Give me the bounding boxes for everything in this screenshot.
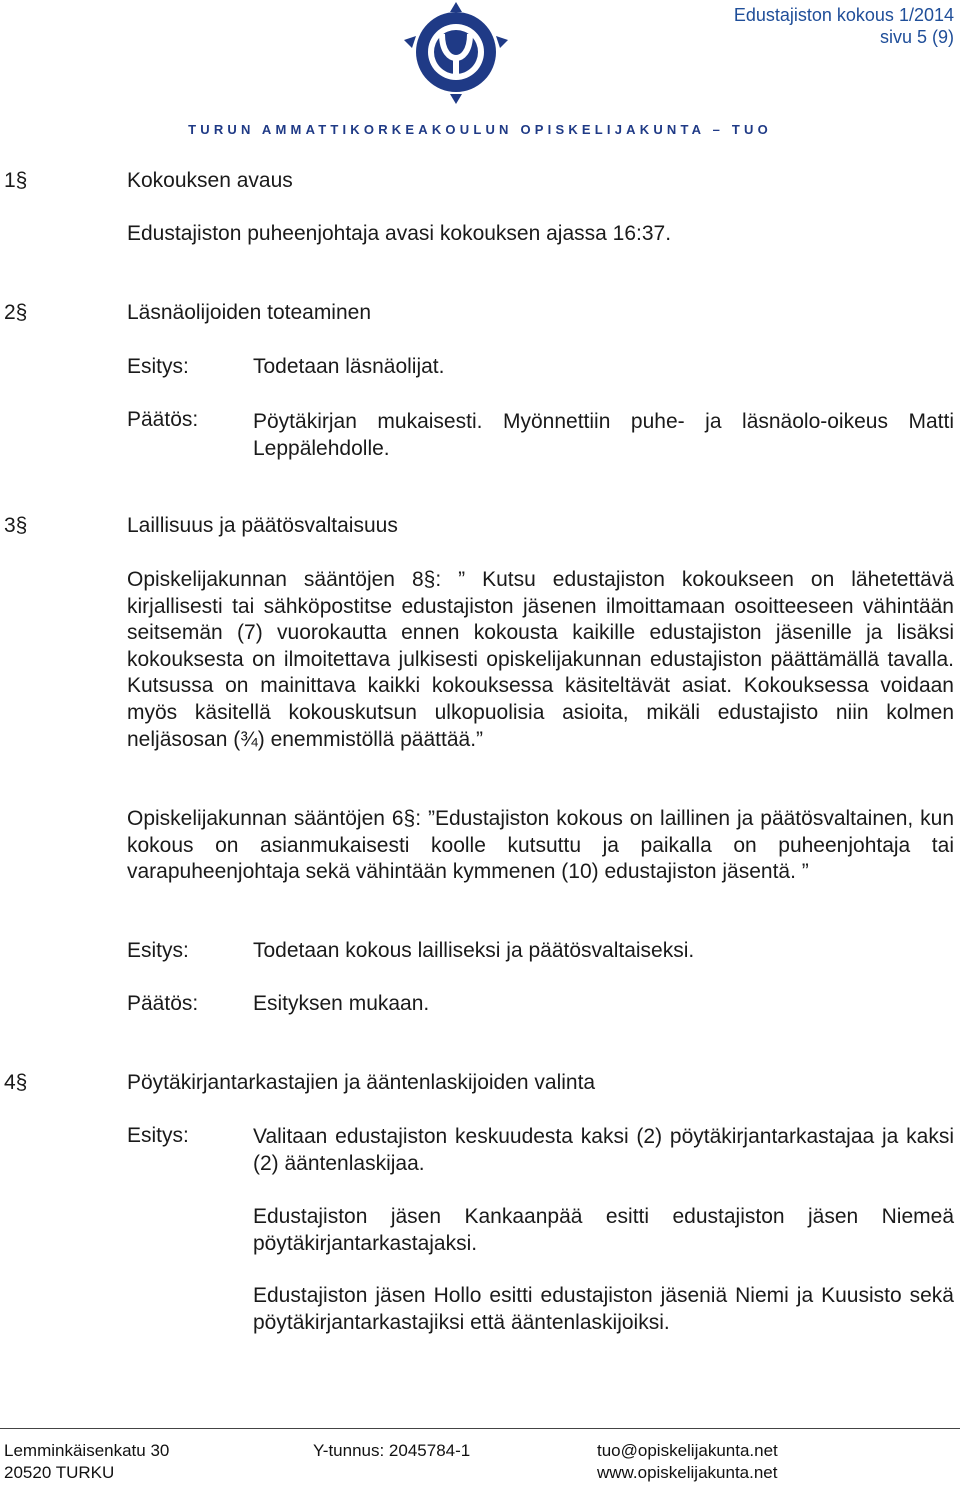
decision-label: Päätös:: [127, 992, 199, 1015]
section-number: 1§: [4, 169, 28, 192]
section-title: Läsnäolijoiden toteaminen: [127, 301, 372, 324]
footer-street: Lemminkäisenkatu 30: [4, 1441, 170, 1460]
proposal-label: Esitys:: [127, 355, 189, 378]
section-title: Kokouksen avaus: [127, 169, 293, 192]
proposal-text: Todetaan läsnäolijat.: [253, 355, 445, 378]
proposal-text: Todetaan kokous lailliseksi ja päätösvaltaiseksi.: [253, 939, 695, 962]
rules-quote-6: Opiskelijakunnan sääntöjen 6§: ”Edustajiston kokous on laillinen ja päätösvaltainen, kun kokous on asianmukaisesti koolle kutsuttu ja paikalla on puheenjohtaja tai varapuheenjohtaja sekä vähintään kymmenen (10) edustajiston jäsentä. ”: [127, 807, 954, 884]
nomination-note: Edustajiston jäsen Hollo esitti edustajiston jäseniä Niemi ja Kuusisto sekä pöytäkirjantarkastajiksi että ääntenlaskijoiksi.: [253, 1284, 954, 1334]
section-text: Edustajiston puheenjohtaja avasi kokouksen ajassa 16:37.: [127, 222, 672, 245]
meeting-label: Edustajiston kokous 1/2014: [733, 5, 954, 25]
nomination-note: Edustajiston jäsen Kankaanpää esitti edustajiston jäsen Niemeä pöytäkirjantarkastajaksi.: [253, 1205, 954, 1255]
section-number: 3§: [4, 514, 28, 537]
decision-label: Päätös:: [127, 408, 199, 431]
footer-website[interactable]: www.opiskelijakunta.net: [597, 1463, 778, 1482]
tuo-logo-icon: [398, 0, 514, 106]
section-number: 4§: [4, 1071, 28, 1094]
footer-postal: 20520 TURKU: [4, 1463, 115, 1482]
footer-address: [4, 1440, 169, 1484]
footer-contact: [597, 1440, 778, 1484]
page-number: sivu 5 (9): [879, 27, 954, 47]
organization-banner: TURUN AMMATTIKORKEAKOULUN OPISKELIJAKUNTA – TUO: [188, 122, 772, 137]
proposal-label: Esitys:: [127, 1124, 189, 1147]
rules-quote-8: Opiskelijakunnan sääntöjen 8§: ” Kutsu edustajiston kokoukseen on lähetettävä kirjallisesti tai sähköpostitse edustajiston jäsenen ilmoittamaan osoitteeseen vähintään seitsemän (7) vuorokautta ennen kokousta kaikille edustajiston jäsenille ja lisäksi kokouksesta on ilmoitettava julkisesti opiskelijakunnan edustajiston päättämällä tavalla. Kutsussa on mainittava kaikki kokouksessa käsiteltävät asiat. Kokouksessa voidaan myös käsitellä kokouskutsun ulkopuolisia asioita, mikäli edustajisto niin kolmen neljäsosan (¾) enemmistöllä päättää.”: [127, 568, 954, 751]
section-title: Pöytäkirjantarkastajien ja ääntenlaskijoiden valinta: [127, 1071, 596, 1094]
proposal-label: Esitys:: [127, 939, 189, 962]
decision-text: Esityksen mukaan.: [253, 992, 430, 1015]
section-number: 2§: [4, 301, 28, 324]
proposal-text: Valitaan edustajiston keskuudesta kaksi (2) pöytäkirjantarkastajaa ja kaksi (2) ääntenlaskijaa.: [253, 1125, 954, 1175]
footer-email[interactable]: tuo@opiskelijakunta.net: [597, 1441, 778, 1460]
page-header-info: [734, 4, 954, 48]
footer-divider: [0, 1428, 960, 1429]
footer-business-id: Y-tunnus: 2045784-1: [313, 1441, 471, 1460]
section-title: Laillisuus ja päätösvaltaisuus: [127, 514, 398, 537]
decision-text: Pöytäkirjan mukaisesti. Myönnettiin puhe- ja läsnäolo-oikeus Matti Leppälehdolle.: [253, 410, 954, 460]
